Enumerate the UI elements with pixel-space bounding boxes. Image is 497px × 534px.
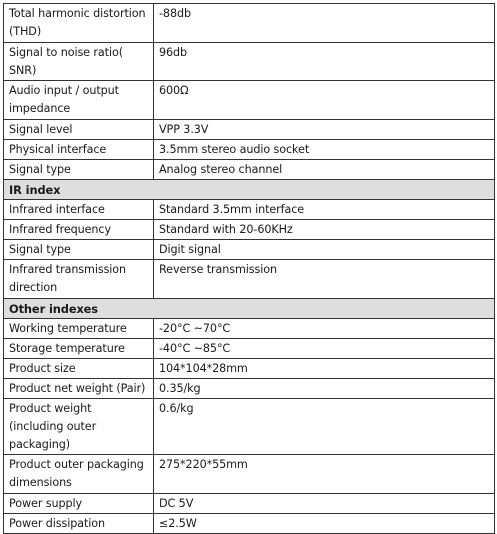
spec-label: Product weight (including outer packaging) (4, 399, 154, 455)
table-row (4, 220, 495, 240)
spec-label: Storage temperature (4, 339, 154, 359)
spec-value: VPP 3.3V (154, 120, 495, 140)
spec-label: Signal level (4, 120, 154, 140)
spec-value: 104*104*28mm (154, 359, 495, 379)
spec-label: Signal to noise ratio( SNR) (4, 43, 154, 81)
spec-value: Reverse transmission (154, 260, 495, 299)
table-row (4, 81, 495, 120)
spec-value: DC 5V (154, 494, 495, 514)
table-row (4, 200, 495, 220)
spec-value: Standard with 20-60KHz (154, 220, 495, 240)
spec-label: Physical interface (4, 140, 154, 160)
table-row (4, 260, 495, 299)
spec-label: Total harmonic distortion (THD) (4, 4, 154, 43)
spec-value: -40°C ~85°C (154, 339, 495, 359)
spec-value: 275*220*55mm (154, 455, 495, 494)
spec-label: Signal type (4, 240, 154, 260)
table-row (4, 494, 495, 514)
table-row (4, 379, 495, 399)
spec-value: Analog stereo channel (154, 160, 495, 180)
section-header-row (4, 299, 495, 319)
spec-value: -20°C ~70°C (154, 319, 495, 339)
table-row (4, 359, 495, 379)
spec-value: 96db (154, 43, 495, 81)
spec-label: Audio input / output impedance (4, 81, 154, 120)
spec-label: Power dissipation (4, 514, 154, 534)
spec-value: 0.35/kg (154, 379, 495, 399)
spec-label: Infrared frequency (4, 220, 154, 240)
section-title-ir: IR index (4, 180, 495, 200)
table-row (4, 120, 495, 140)
table-row (4, 514, 495, 534)
other-spec-rows (4, 299, 495, 534)
spec-value: Standard 3.5mm interface (154, 200, 495, 220)
spec-label: Product size (4, 359, 154, 379)
table-row (4, 4, 495, 43)
spec-label: Power supply (4, 494, 154, 514)
spec-value: Digit signal (154, 240, 495, 260)
ir-spec-rows (4, 180, 495, 299)
spec-label: Working temperature (4, 319, 154, 339)
spec-label: Product net weight (Pair) (4, 379, 154, 399)
spec-value: 0.6/kg (154, 399, 495, 455)
spec-value: 3.5mm stereo audio socket (154, 140, 495, 160)
table-row (4, 43, 495, 81)
table-row (4, 455, 495, 494)
table-row (4, 140, 495, 160)
spec-value: -88db (154, 4, 495, 43)
table-row (4, 240, 495, 260)
spec-label: Infrared transmission direction (4, 260, 154, 299)
table-row (4, 399, 495, 455)
table-row (4, 319, 495, 339)
specification-table (3, 3, 495, 534)
table-row (4, 160, 495, 180)
spec-value: ≤2.5W (154, 514, 495, 534)
section-title-other: Other indexes (4, 299, 495, 319)
spec-label: Infrared interface (4, 200, 154, 220)
section-header-row (4, 180, 495, 200)
spec-label: Product outer packaging dimensions (4, 455, 154, 494)
spec-label: Signal type (4, 160, 154, 180)
spec-value: 600Ω (154, 81, 495, 120)
table-row (4, 339, 495, 359)
audio-spec-rows (4, 4, 495, 180)
